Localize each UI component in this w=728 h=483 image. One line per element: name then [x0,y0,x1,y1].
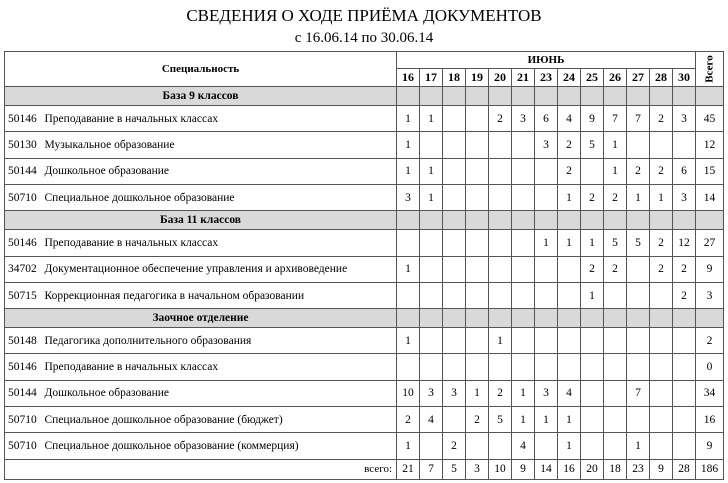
section-title: База 9 классов [5,87,397,106]
day-value-cell: 2 [397,407,420,433]
day-value-cell [650,433,673,459]
day-value-cell [650,282,673,308]
day-value-cell: 12 [673,230,696,256]
day-header: 20 [489,69,512,87]
day-value-cell [397,230,420,256]
day-value-cell [443,256,466,282]
day-value-cell: 1 [466,380,489,406]
section-cell [558,211,581,230]
section-cell [673,87,696,106]
day-value-cell [673,328,696,354]
day-value-cell: 4 [420,407,443,433]
section-cell [650,211,673,230]
row-total: 3 [696,282,724,308]
specialty-name: Коррекционная педагогика в начальном образовании [43,282,397,308]
row-total: 2 [696,328,724,354]
day-value-cell [627,256,650,282]
day-header: 27 [627,69,650,87]
specialty-name: Музыкальное образование [43,132,397,158]
day-value-cell [627,407,650,433]
day-value-cell: 1 [604,132,627,158]
totals-label: всего: [5,459,397,479]
totals-row [5,459,724,479]
day-total-cell: 20 [581,459,604,479]
row-total: 27 [696,230,724,256]
day-value-cell [581,328,604,354]
specialty-name: Специальное дошкольное образование [43,184,397,210]
section-cell [696,309,724,328]
day-value-cell: 6 [673,158,696,184]
specialty-code: 50144 [5,380,43,406]
day-value-cell [420,230,443,256]
day-value-cell: 1 [627,184,650,210]
section-cell [512,211,535,230]
section-cell [650,309,673,328]
day-value-cell [466,158,489,184]
specialty-code: 50146 [5,230,43,256]
day-value-cell: 1 [489,328,512,354]
day-value-cell [512,230,535,256]
section-cell [420,87,443,106]
day-value-cell: 4 [558,380,581,406]
specialty-code: 50710 [5,407,43,433]
day-header: 18 [443,69,466,87]
row-total: 9 [696,256,724,282]
specialty-code: 50715 [5,282,43,308]
day-value-cell: 9 [581,105,604,131]
day-value-cell: 3 [535,132,558,158]
day-value-cell: 3 [673,105,696,131]
day-value-cell [581,354,604,380]
day-value-cell [535,354,558,380]
specialty-code: 50130 [5,132,43,158]
day-value-cell [489,230,512,256]
day-value-cell: 7 [627,105,650,131]
specialty-name: Специальное дошкольное образование (бюджет) [43,407,397,433]
specialty-name: Педагогика дополнительного образования [43,328,397,354]
day-value-cell: 1 [650,184,673,210]
day-total-cell: 18 [604,459,627,479]
section-cell [466,211,489,230]
section-cell [696,211,724,230]
specialty-code: 50148 [5,328,43,354]
day-value-cell [535,256,558,282]
section-cell [420,211,443,230]
day-value-cell [466,433,489,459]
day-header: 25 [581,69,604,87]
day-value-cell: 5 [604,230,627,256]
section-cell [581,87,604,106]
day-value-cell [627,132,650,158]
section-cell [466,309,489,328]
day-total-cell: 10 [489,459,512,479]
table-row [5,282,724,308]
section-cell [397,87,420,106]
day-value-cell: 1 [581,230,604,256]
specialty-name: Преподавание в начальных классах [43,354,397,380]
section-cell [604,309,627,328]
day-value-cell [512,158,535,184]
section-cell [535,309,558,328]
table-row [5,354,724,380]
table-row [5,328,724,354]
day-value-cell [558,256,581,282]
table-row [5,407,724,433]
day-value-cell [512,282,535,308]
day-value-cell [466,282,489,308]
section-cell [489,211,512,230]
day-total-cell: 28 [673,459,696,479]
row-total: 14 [696,184,724,210]
day-value-cell: 2 [673,256,696,282]
day-total-cell: 7 [420,459,443,479]
day-value-cell [581,158,604,184]
section-cell [535,211,558,230]
table-row [5,105,724,131]
day-value-cell: 1 [397,132,420,158]
day-value-cell: 4 [512,433,535,459]
section-cell [604,87,627,106]
section-cell [558,309,581,328]
total-header: Всего [696,52,724,87]
day-value-cell [443,354,466,380]
section-cell [420,309,443,328]
day-value-cell [420,282,443,308]
day-value-cell [604,282,627,308]
day-value-cell: 1 [420,158,443,184]
row-total: 45 [696,105,724,131]
day-value-cell: 1 [397,256,420,282]
day-value-cell [443,407,466,433]
day-value-cell [512,354,535,380]
day-header: 17 [420,69,443,87]
specialty-name: Документационное обеспечение управления и архивоведение [43,256,397,282]
specialty-code: 50710 [5,433,43,459]
day-value-cell [512,256,535,282]
day-value-cell: 3 [420,380,443,406]
day-value-cell: 2 [581,184,604,210]
table-row [5,433,724,459]
specialty-code: 50146 [5,105,43,131]
day-value-cell [443,184,466,210]
day-value-cell: 1 [558,230,581,256]
day-value-cell [466,132,489,158]
day-value-cell: 2 [673,282,696,308]
day-value-cell [627,354,650,380]
day-value-cell: 5 [627,230,650,256]
specialty-name: Специальное дошкольное образование (коммерция) [43,433,397,459]
row-total: 9 [696,433,724,459]
day-total-cell: 16 [558,459,581,479]
day-value-cell [443,105,466,131]
grand-total: 186 [696,459,724,479]
row-total: 12 [696,132,724,158]
day-total-cell: 23 [627,459,650,479]
specialty-name: Преподавание в начальных классах [43,230,397,256]
day-value-cell: 1 [627,433,650,459]
day-value-cell: 2 [627,158,650,184]
row-total: 16 [696,407,724,433]
day-value-cell [397,354,420,380]
day-value-cell [558,328,581,354]
day-value-cell: 2 [650,230,673,256]
day-value-cell: 1 [558,407,581,433]
section-title: База 11 классов [5,211,397,230]
day-value-cell: 3 [443,380,466,406]
day-value-cell [489,282,512,308]
day-value-cell: 1 [397,433,420,459]
day-value-cell: 1 [604,158,627,184]
day-value-cell [604,380,627,406]
day-value-cell [512,328,535,354]
day-value-cell [650,132,673,158]
day-value-cell: 3 [673,184,696,210]
day-value-cell: 1 [512,380,535,406]
specialty-code: 50710 [5,184,43,210]
day-value-cell [443,282,466,308]
day-value-cell [604,328,627,354]
day-value-cell [420,328,443,354]
page-title: СВЕДЕНИЯ О ХОДЕ ПРИЁМА ДОКУМЕНТОВ [186,6,542,25]
table-row [5,230,724,256]
day-value-cell [627,328,650,354]
day-value-cell: 2 [558,132,581,158]
day-value-cell: 1 [397,158,420,184]
day-value-cell: 7 [627,380,650,406]
day-value-cell: 2 [489,105,512,131]
table-row [5,132,724,158]
section-cell [673,309,696,328]
day-value-cell: 2 [581,256,604,282]
day-value-cell [673,407,696,433]
day-value-cell [420,256,443,282]
day-value-cell: 10 [397,380,420,406]
specialty-code: 50144 [5,158,43,184]
day-total-cell: 21 [397,459,420,479]
day-value-cell: 2 [650,158,673,184]
day-value-cell: 1 [558,433,581,459]
day-value-cell: 3 [397,184,420,210]
day-value-cell [397,282,420,308]
day-value-cell [673,433,696,459]
specialty-header: Специальность [5,52,397,87]
specialty-code: 34702 [5,256,43,282]
day-value-cell [673,132,696,158]
month-header: ИЮНЬ [397,52,696,69]
day-value-cell [604,433,627,459]
row-total: 34 [696,380,724,406]
day-value-cell [420,132,443,158]
day-value-cell [420,354,443,380]
section-cell [673,211,696,230]
section-cell [627,211,650,230]
day-value-cell [535,282,558,308]
day-value-cell [489,132,512,158]
day-value-cell: 2 [604,256,627,282]
day-value-cell: 1 [397,105,420,131]
day-value-cell: 3 [535,380,558,406]
section-cell [443,309,466,328]
day-value-cell [489,433,512,459]
section-cell [627,309,650,328]
day-total-cell: 5 [443,459,466,479]
day-value-cell: 2 [489,380,512,406]
day-value-cell [673,354,696,380]
day-total-cell: 9 [512,459,535,479]
day-header: 23 [535,69,558,87]
day-value-cell [604,354,627,380]
row-total: 0 [696,354,724,380]
day-value-cell [604,407,627,433]
day-value-cell [466,184,489,210]
section-cell [489,309,512,328]
specialty-code: 50146 [5,354,43,380]
day-value-cell: 1 [420,105,443,131]
section-row [5,309,724,328]
day-value-cell [489,256,512,282]
day-value-cell [535,158,558,184]
day-value-cell: 3 [512,105,535,131]
day-value-cell: 2 [650,256,673,282]
day-value-cell [650,354,673,380]
table-row [5,256,724,282]
table-row [5,380,724,406]
day-value-cell: 2 [604,184,627,210]
section-cell [604,211,627,230]
day-value-cell [466,328,489,354]
day-value-cell [420,433,443,459]
day-value-cell: 2 [443,433,466,459]
day-value-cell [535,433,558,459]
day-value-cell [650,328,673,354]
day-value-cell [489,354,512,380]
section-cell [397,309,420,328]
day-value-cell [443,132,466,158]
day-value-cell [489,184,512,210]
section-cell [466,87,489,106]
section-cell [443,211,466,230]
section-cell [512,309,535,328]
section-title: Заочное отделение [5,309,397,328]
day-value-cell: 1 [397,328,420,354]
day-header: 30 [673,69,696,87]
day-value-cell [650,407,673,433]
section-cell [696,87,724,106]
day-header: 28 [650,69,673,87]
day-value-cell [466,354,489,380]
day-value-cell: 7 [604,105,627,131]
table-row [5,184,724,210]
day-value-cell [466,230,489,256]
day-total-cell: 14 [535,459,558,479]
section-cell [627,87,650,106]
section-cell [650,87,673,106]
day-value-cell [581,433,604,459]
row-total: 15 [696,158,724,184]
section-cell [581,309,604,328]
day-value-cell: 1 [558,184,581,210]
day-value-cell [535,184,558,210]
day-value-cell [535,328,558,354]
day-value-cell [443,158,466,184]
section-cell [558,87,581,106]
day-value-cell [466,256,489,282]
day-header: 21 [512,69,535,87]
specialty-name: Дошкольное образование [43,380,397,406]
day-value-cell: 2 [650,105,673,131]
day-value-cell [512,132,535,158]
day-header: 19 [466,69,489,87]
date-range: с 16.06.14 по 30.06.14 [294,30,434,46]
section-cell [512,87,535,106]
day-value-cell: 1 [420,184,443,210]
day-value-cell [558,282,581,308]
section-row [5,87,724,106]
day-header: 26 [604,69,627,87]
day-value-cell: 5 [489,407,512,433]
table-row [5,158,724,184]
day-value-cell [627,282,650,308]
day-header: 16 [397,69,420,87]
section-row [5,211,724,230]
day-header: 24 [558,69,581,87]
day-value-cell [558,354,581,380]
day-value-cell: 2 [466,407,489,433]
day-value-cell [650,380,673,406]
day-value-cell [581,407,604,433]
day-value-cell: 1 [512,407,535,433]
day-total-cell: 3 [466,459,489,479]
section-cell [489,87,512,106]
day-value-cell: 2 [558,158,581,184]
day-value-cell [466,105,489,131]
day-value-cell: 1 [535,407,558,433]
day-value-cell [581,380,604,406]
day-total-cell: 9 [650,459,673,479]
section-cell [535,87,558,106]
day-value-cell: 6 [535,105,558,131]
day-value-cell [443,328,466,354]
day-value-cell [512,184,535,210]
day-value-cell [443,230,466,256]
section-cell [397,211,420,230]
day-value-cell [489,158,512,184]
specialty-name: Преподавание в начальных классах [43,105,397,131]
day-value-cell: 1 [581,282,604,308]
day-value-cell: 1 [535,230,558,256]
section-cell [443,87,466,106]
admissions-table [4,51,724,480]
day-value-cell [673,380,696,406]
section-cell [581,211,604,230]
specialty-name: Дошкольное образование [43,158,397,184]
day-value-cell: 5 [581,132,604,158]
day-value-cell: 4 [558,105,581,131]
